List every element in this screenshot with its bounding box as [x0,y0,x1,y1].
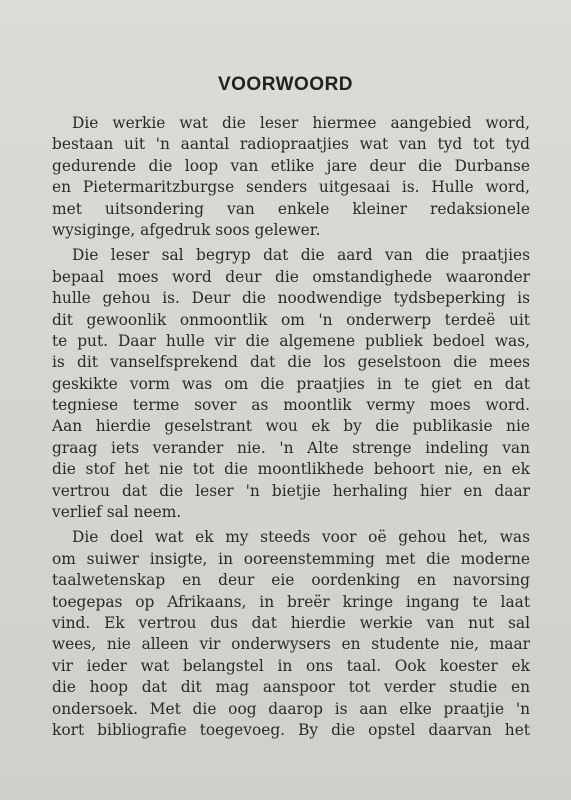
text-line: Die werkie wat die leser hiermee aangebied word, [72,114,530,132]
text-line: dit gewoonlik onmoontlik om 'n onderwerp terdeë uit [52,310,530,329]
text-line: bepaal moes word deur die omstandighede waaronder [52,267,530,286]
text-line: die stof het nie tot die moontlikhede behoort nie, en ek [52,460,530,479]
paragraph-3 [52,527,530,741]
text-line: te put. Daar hulle vir die algemene publiek bedoel was, [52,331,530,350]
text-line: wees, nie alleen vir onderwysers en studente nie, maar [52,635,530,654]
text-line: vir ieder wat belangstel in ons taal. Ook koester ek [52,656,530,675]
text-line: Die doel wat ek my steeds voor oë gehou het, was [72,528,530,547]
text-line: is dit vanselfsprekend dat die los geselstoon die mees [52,353,530,372]
paragraph-2 [52,245,530,523]
body-text [52,113,530,741]
text-line: vind. Ek vertrou dus dat hierdie werkie van nut sal [52,613,530,632]
paragraph-1 [52,113,530,241]
text-line: tegniese terme sover as moontlik vermy moes word. [52,396,530,415]
text-line: gedurende die loop van etlike jare deur die Durbanse [52,156,530,175]
text-line: om suiwer insigte, in ooreenstemming met die moderne [52,549,530,568]
text-line: kort bibliografie toegevoeg. By die opstel daarvan het [52,720,530,739]
text-line: vertrou dat die leser 'n bietjie herhaling hier en daar [52,481,530,500]
text-line: ondersoek. Met die oog daarop is aan elke praatjie 'n [52,699,530,718]
text-line: taalwetenskap en deur eie oordenking en navorsing [52,571,530,590]
text-line: verlief sal neem. [52,503,182,522]
text-line: met uitsondering van enkele kleiner redaksionele [52,199,530,218]
text-line: Aan hierdie geselstrant wou ek by die publikasie nie [52,417,530,436]
text-line: toegepas op Afrikaans, in breër kringe ingang te laat [52,592,530,611]
text-line: en Pietermaritzburgse senders uitgesaai is. Hulle word, [52,178,530,197]
text-line: graag iets verander nie. 'n Alte strenge indeling van [52,438,530,457]
text-line: die hoop dat dit mag aanspoor tot verder studie en [52,678,530,697]
text-line: geskikte vorm was om die praatjies in te giet en dat [52,374,530,393]
page-title: VOORWOORD [217,74,354,95]
text-line: bestaan uit 'n aantal radiopraatjies wat van tyd tot tyd [52,135,530,154]
text-line: wysiginge, afgedruk soos gelewer. [52,220,321,239]
text-line: Die leser sal begryp dat die aard van die praatjies [72,246,530,265]
text-line: hulle gehou is. Deur die noodwendige tydsbeperking is [52,289,530,308]
